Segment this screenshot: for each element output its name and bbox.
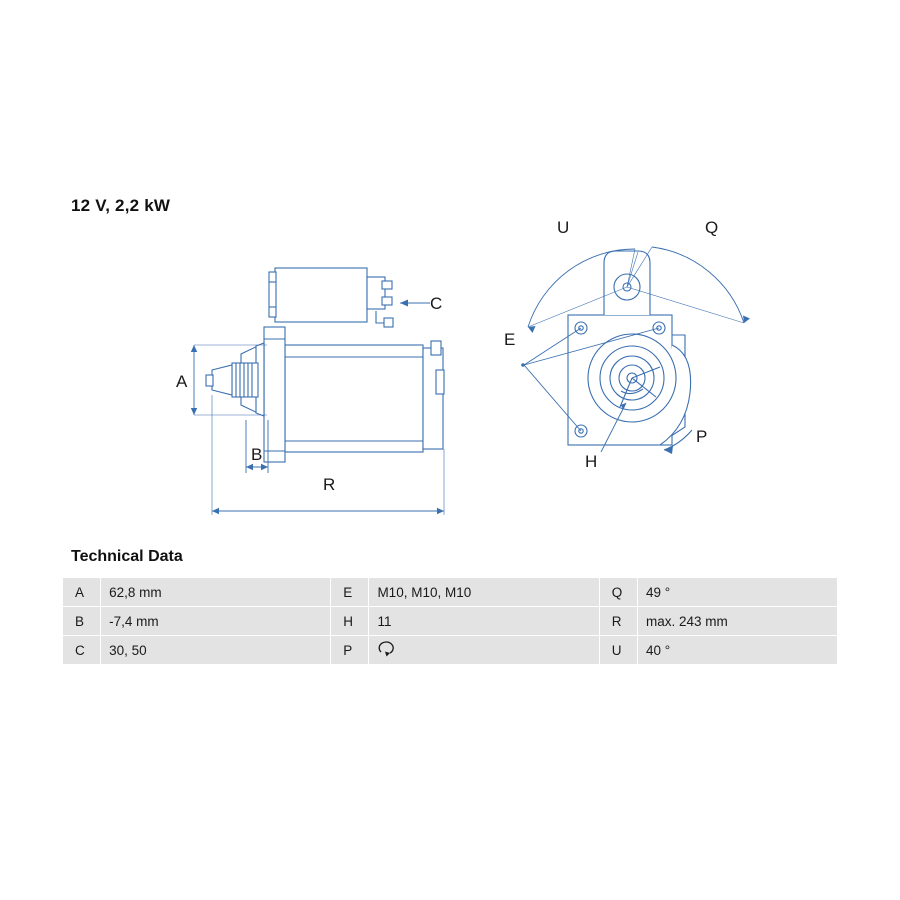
row-value-p bbox=[369, 636, 599, 665]
label-q: Q bbox=[705, 218, 719, 237]
label-c: C bbox=[430, 294, 443, 313]
label-h: H bbox=[585, 452, 598, 471]
row-value-h: 11 bbox=[369, 607, 599, 636]
row-value-r: max. 243 mm bbox=[637, 607, 837, 636]
row-key-q: Q bbox=[599, 578, 637, 607]
row-key-c: C bbox=[63, 636, 101, 665]
page-title: 12 V, 2,2 kW bbox=[71, 196, 171, 215]
row-key-h: H bbox=[331, 607, 369, 636]
row-key-a: A bbox=[63, 578, 101, 607]
label-a: A bbox=[176, 372, 188, 391]
row-value-e: M10, M10, M10 bbox=[369, 578, 599, 607]
row-key-r: R bbox=[599, 607, 637, 636]
rotation-direction-icon bbox=[377, 640, 399, 661]
row-value-q: 49 ° bbox=[637, 578, 837, 607]
row-key-e: E bbox=[331, 578, 369, 607]
row-key-u: U bbox=[599, 636, 637, 665]
side-view-group bbox=[191, 268, 444, 515]
technical-data-heading: Technical Data bbox=[71, 548, 183, 565]
technical-data-table bbox=[62, 577, 838, 665]
table-row bbox=[63, 607, 838, 636]
row-value-b: -7,4 mm bbox=[101, 607, 331, 636]
label-r: R bbox=[323, 475, 336, 494]
label-b: B bbox=[251, 445, 263, 464]
table-row bbox=[63, 636, 838, 665]
table-row bbox=[63, 578, 838, 607]
row-key-b: B bbox=[63, 607, 101, 636]
row-value-c: 30, 50 bbox=[101, 636, 331, 665]
drawing-svg bbox=[60, 215, 850, 535]
row-key-p: P bbox=[331, 636, 369, 665]
label-p: P bbox=[696, 427, 708, 446]
row-value-a: 62,8 mm bbox=[101, 578, 331, 607]
label-e: E bbox=[504, 330, 516, 349]
row-value-u: 40 ° bbox=[637, 636, 837, 665]
starter-motor-technical-drawing bbox=[60, 215, 850, 535]
front-view-group bbox=[521, 247, 750, 454]
label-u: U bbox=[557, 218, 570, 237]
